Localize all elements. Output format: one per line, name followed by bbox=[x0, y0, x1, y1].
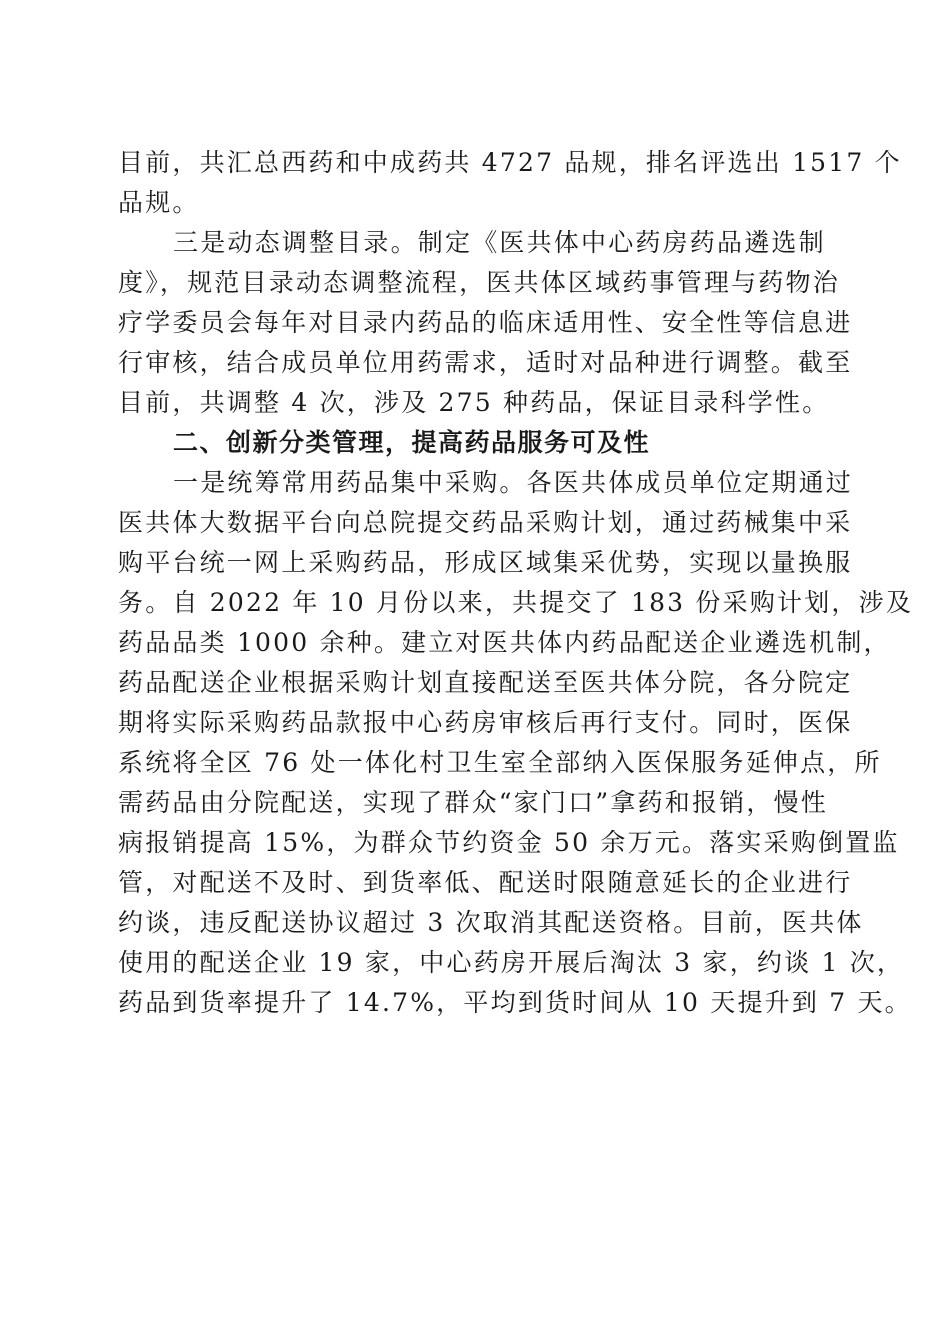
paragraph-line: 病报销提高 15%，为群众节约资金 50 余万元。落实采购倒置监 bbox=[118, 828, 900, 857]
paragraph-line: 药品品类 1000 余种。建立对医共体内药品配送企业遴选机制， bbox=[118, 628, 891, 657]
paragraph-line: 管，对配送不及时、到货率低、配送时限随意延长的企业进行 bbox=[118, 868, 853, 897]
paragraph-line: 药品配送企业根据采购计划直接配送至医共体分院，各分院定 bbox=[118, 668, 853, 697]
document-body bbox=[118, 143, 914, 1023]
paragraph-line: 系统将全区 76 处一体化村卫生室全部纳入医保服务延伸点，所 bbox=[118, 748, 882, 777]
paragraph-line: 务。自 2022 年 10 月份以来，共提交了 183 份采购计划，涉及 bbox=[118, 588, 914, 617]
paragraph-line: 品规。 bbox=[118, 188, 200, 217]
paragraph-line: 药品到货率提升了 14.7%，平均到货时间从 10 天提升到 7 天。 bbox=[118, 988, 912, 1017]
paragraph-line: 医共体大数据平台向总院提交药品采购计划，通过药械集中采 bbox=[118, 508, 853, 537]
paragraph-line: 目前，共调整 4 次，涉及 275 种药品，保证目录科学性。 bbox=[118, 388, 830, 417]
section-heading: 二、创新分类管理，提高药品服务可及性 bbox=[173, 428, 651, 457]
paragraph-line: 一是统筹常用药品集中采购。各医共体成员单位定期通过 bbox=[173, 468, 854, 497]
paragraph-line: 三是动态调整目录。制定《医共体中心药房药品遴选制 bbox=[173, 228, 826, 257]
paragraph-line: 购平台统一网上采购药品，形成区域集采优势，实现以量换服 bbox=[118, 548, 853, 577]
paragraph-line: 疗学委员会每年对目录内药品的临床适用性、安全性等信息进 bbox=[118, 308, 853, 337]
paragraph-line: 期将实际采购药品款报中心药房审核后再行支付。同时，医保 bbox=[118, 708, 853, 737]
paragraph-line: 目前，共汇总西药和中成药共 4727 品规，排名评选出 1517 个 bbox=[118, 148, 902, 177]
paragraph-line: 需药品由分院配送，实现了群众“家门口”拿药和报销，慢性 bbox=[118, 788, 828, 817]
paragraph-line: 约谈，违反配送协议超过 3 次取消其配送资格。目前，医共体 bbox=[118, 908, 864, 937]
paragraph-line: 度》，规范目录动态调整流程，医共体区域药事管理与药物治 bbox=[118, 268, 840, 297]
paragraph-line: 使用的配送企业 19 家，中心药房开展后淘汰 3 家，约谈 1 次， bbox=[118, 948, 905, 977]
paragraph-line: 行审核，结合成员单位用药需求，适时对品种进行调整。截至 bbox=[118, 348, 853, 377]
